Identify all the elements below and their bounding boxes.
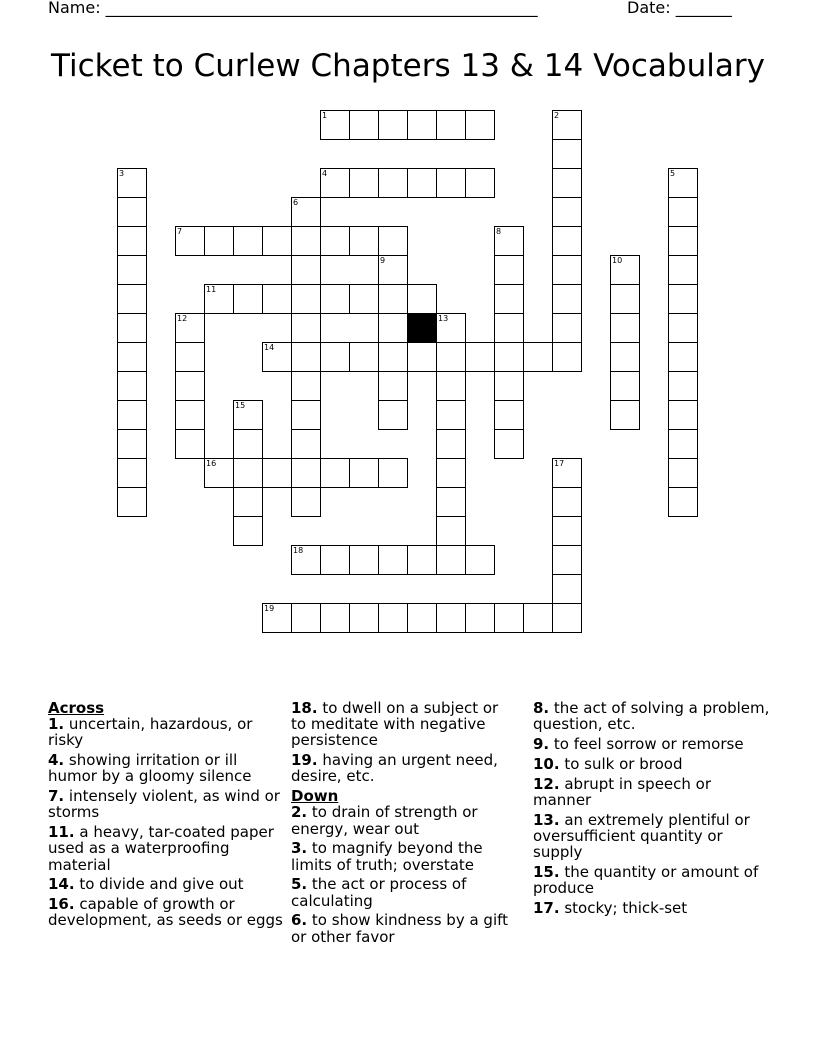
grid-cell[interactable] [494,429,524,459]
clue-down-5: 5. the act or process of calculating [291,875,467,910]
grid-cell[interactable] [291,255,321,285]
clue-down-8: 8. the act of solving a problem, question, etc. [533,699,770,734]
grid-cell[interactable] [291,226,321,256]
grid-cell[interactable] [523,603,553,633]
grid-cell-black [407,313,437,343]
grid-cell[interactable] [378,168,408,198]
grid-cell[interactable] [291,371,321,401]
grid-cell[interactable] [320,284,350,314]
grid-cell[interactable] [262,603,292,633]
grid-cell[interactable] [494,255,524,285]
clue-down-9: 9. to feel sorrow or remorse [533,735,744,753]
grid-cell[interactable] [552,574,582,604]
grid-cell[interactable] [349,168,379,198]
grid-cell[interactable] [407,603,437,633]
grid-cell[interactable] [494,400,524,430]
clue-down-3: 3. to magnify beyond the limits of truth; overstate [291,839,483,874]
grid-cell[interactable] [407,168,437,198]
name-field-label: Name: ______________________________________________________ [48,0,538,17]
grid-cell[interactable] [407,342,437,372]
grid-cell[interactable] [291,545,321,575]
cell-number: 1 [322,111,328,120]
grid-cell[interactable] [552,603,582,633]
grid-cell[interactable] [610,284,640,314]
grid-cell[interactable] [320,168,350,198]
grid-cell[interactable] [117,487,147,517]
cell-number: 9 [380,256,386,265]
grid-cell[interactable] [668,313,698,343]
grid-cell[interactable] [349,342,379,372]
grid-cell[interactable] [436,400,466,430]
grid-cell[interactable] [117,429,147,459]
clue-column-1 [48,700,284,932]
grid-cell[interactable] [552,110,582,140]
grid-cell[interactable] [552,284,582,314]
across-heading: Across [48,699,105,717]
cell-number: 12 [177,314,188,323]
grid-cell[interactable] [552,313,582,343]
down-heading: Down [291,787,339,806]
grid-cell[interactable] [552,342,582,372]
grid-cell[interactable] [291,284,321,314]
grid-cell[interactable] [349,545,379,575]
grid-cell[interactable] [117,371,147,401]
clue-down-13: 13. an extremely plentiful or oversufficient quantity or supply [533,810,750,861]
grid-cell[interactable] [175,342,205,372]
grid-cell[interactable] [117,313,147,343]
grid-cell[interactable] [204,226,234,256]
grid-cell[interactable] [175,313,205,343]
cell-number: 7 [177,227,183,236]
grid-cell[interactable] [117,458,147,488]
grid-cell[interactable] [436,545,466,575]
clue-across-4: 4. showing irritation or ill humor by a gloomy silence [48,751,252,786]
grid-cell[interactable] [436,342,466,372]
grid-cell[interactable] [378,313,408,343]
clue-column-2 [291,700,515,948]
grid-cell[interactable] [668,284,698,314]
grid-cell[interactable] [668,400,698,430]
grid-cell[interactable] [610,400,640,430]
grid-cell[interactable] [610,313,640,343]
grid-cell[interactable] [378,603,408,633]
grid-cell[interactable] [610,371,640,401]
clue-across-11: 11. a heavy, tar-coated paper used as a waterproofing material [48,823,274,874]
clue-across-19: 19. having an urgent need, desire, etc. [291,751,498,786]
grid-cell[interactable] [233,429,263,459]
grid-cell[interactable] [117,284,147,314]
clue-down-2: 2. to drain of strength or energy, wear out [291,803,478,838]
grid-cell[interactable] [349,284,379,314]
cell-number: 5 [670,169,676,178]
grid-cell[interactable] [407,110,437,140]
grid-cell[interactable] [262,458,292,488]
grid-cell[interactable] [552,168,582,198]
grid-cell[interactable] [407,284,437,314]
grid-cell[interactable] [523,342,553,372]
grid-cell[interactable] [320,603,350,633]
grid-cell[interactable] [291,487,321,517]
clue-column-3 [533,700,773,920]
grid-cell[interactable] [291,342,321,372]
clue-down-17: 17. stocky; thick-set [533,898,688,917]
clue-down-12: 12. abrupt in speech or manner [533,774,712,809]
grid-cell[interactable] [320,545,350,575]
grid-cell[interactable] [552,545,582,575]
grid-cell[interactable] [175,371,205,401]
grid-cell[interactable] [552,139,582,169]
grid-cell[interactable] [436,516,466,546]
grid-cell[interactable] [436,313,466,343]
grid-cell[interactable] [204,458,234,488]
grid-cell[interactable] [233,400,263,430]
grid-cell[interactable] [494,313,524,343]
cell-number: 11 [206,285,217,294]
clue-down-15: 15. the quantity or amount of produce [533,862,759,897]
cell-number: 15 [235,401,246,410]
grid-cell[interactable] [552,197,582,227]
grid-cell[interactable] [233,284,263,314]
grid-cell[interactable] [378,545,408,575]
grid-cell[interactable] [291,603,321,633]
date-field-label: Date: _______ [627,0,732,17]
grid-cell[interactable] [262,284,292,314]
grid-cell[interactable] [291,458,321,488]
grid-cell[interactable] [117,168,147,198]
grid-cell[interactable] [436,168,466,198]
grid-cell[interactable] [291,197,321,227]
grid-cell[interactable] [291,400,321,430]
grid-cell[interactable] [552,487,582,517]
cell-number: 6 [293,198,299,207]
grid-cell[interactable] [436,487,466,517]
grid-cell[interactable] [117,400,147,430]
grid-cell[interactable] [494,603,524,633]
grid-cell[interactable] [668,342,698,372]
clue-across-18: 18. to dwell on a subject or to meditate with negative persistence [291,699,499,750]
grid-cell[interactable] [117,197,147,227]
cell-number: 10 [612,256,623,265]
grid-cell[interactable] [552,255,582,285]
grid-cell[interactable] [378,342,408,372]
grid-cell[interactable] [465,110,495,140]
grid-cell[interactable] [436,110,466,140]
grid-cell[interactable] [465,168,495,198]
clue-down-6: 6. to show kindness by a gift or other favor [291,911,509,946]
cell-number: 8 [496,227,502,236]
grid-cell[interactable] [436,429,466,459]
grid-cell[interactable] [494,371,524,401]
grid-cell[interactable] [117,255,147,285]
grid-cell[interactable] [233,458,263,488]
grid-cell[interactable] [407,545,437,575]
clue-down-10: 10. to sulk or brood [533,754,683,773]
grid-cell[interactable] [175,400,205,430]
grid-cell[interactable] [552,516,582,546]
clue-across-14: 14. to divide and give out [48,875,244,894]
cell-number: 2 [554,111,560,120]
grid-cell[interactable] [668,255,698,285]
grid-cell[interactable] [349,458,379,488]
grid-cell[interactable] [117,342,147,372]
grid-cell[interactable] [175,429,205,459]
grid-cell[interactable] [668,487,698,517]
cell-number: 17 [554,459,565,468]
grid-cell[interactable] [436,603,466,633]
grid-cell[interactable] [378,458,408,488]
grid-cell[interactable] [378,284,408,314]
grid-cell[interactable] [262,342,292,372]
grid-cell[interactable] [349,226,379,256]
grid-cell[interactable] [378,371,408,401]
grid-cell[interactable] [668,168,698,198]
grid-cell[interactable] [378,400,408,430]
grid-cell[interactable] [378,226,408,256]
grid-cell[interactable] [233,226,263,256]
grid-cell[interactable] [262,226,292,256]
cell-number: 18 [293,546,304,555]
clue-across-7: 7. intensely violent, as wind or storms [48,787,280,822]
grid-cell[interactable] [320,458,350,488]
grid-cell[interactable] [291,313,321,343]
grid-cell[interactable] [494,342,524,372]
cell-number: 19 [264,604,275,613]
grid-cell[interactable] [320,110,350,140]
grid-cell[interactable] [436,371,466,401]
grid-cell[interactable] [610,342,640,372]
cell-number: 13 [438,314,449,323]
grid-cell[interactable] [175,226,205,256]
grid-cell[interactable] [494,284,524,314]
page-title: Ticket to Curlew Chapters 13 & 14 Vocabulary [51,48,765,84]
grid-cell[interactable] [233,487,263,517]
grid-cell[interactable] [610,255,640,285]
grid-cell[interactable] [668,371,698,401]
grid-cell[interactable] [668,458,698,488]
grid-cell[interactable] [291,429,321,459]
grid-cell[interactable] [668,429,698,459]
grid-cell[interactable] [494,226,524,256]
grid-cell[interactable] [233,516,263,546]
grid-cell[interactable] [465,545,495,575]
cell-number: 16 [206,459,217,468]
grid-cell[interactable] [668,197,698,227]
grid-cell[interactable] [349,603,379,633]
cell-number: 3 [119,169,125,178]
clue-across-16: 16. capable of growth or development, as seeds or eggs [48,895,283,930]
grid-cell[interactable] [349,110,379,140]
grid-cell[interactable] [117,226,147,256]
grid-cell[interactable] [465,342,495,372]
grid-cell[interactable] [378,255,408,285]
grid-cell[interactable] [668,226,698,256]
grid-cell[interactable] [552,226,582,256]
grid-cell[interactable] [552,458,582,488]
grid-cell[interactable] [378,110,408,140]
cell-number: 4 [322,169,328,178]
grid-cell[interactable] [436,458,466,488]
cell-number: 14 [264,343,275,352]
grid-cell[interactable] [320,342,350,372]
grid-cell[interactable] [204,284,234,314]
clue-across-1: 1. uncertain, hazardous, or risky [48,715,253,750]
grid-cell[interactable] [465,603,495,633]
grid-cell[interactable] [320,226,350,256]
